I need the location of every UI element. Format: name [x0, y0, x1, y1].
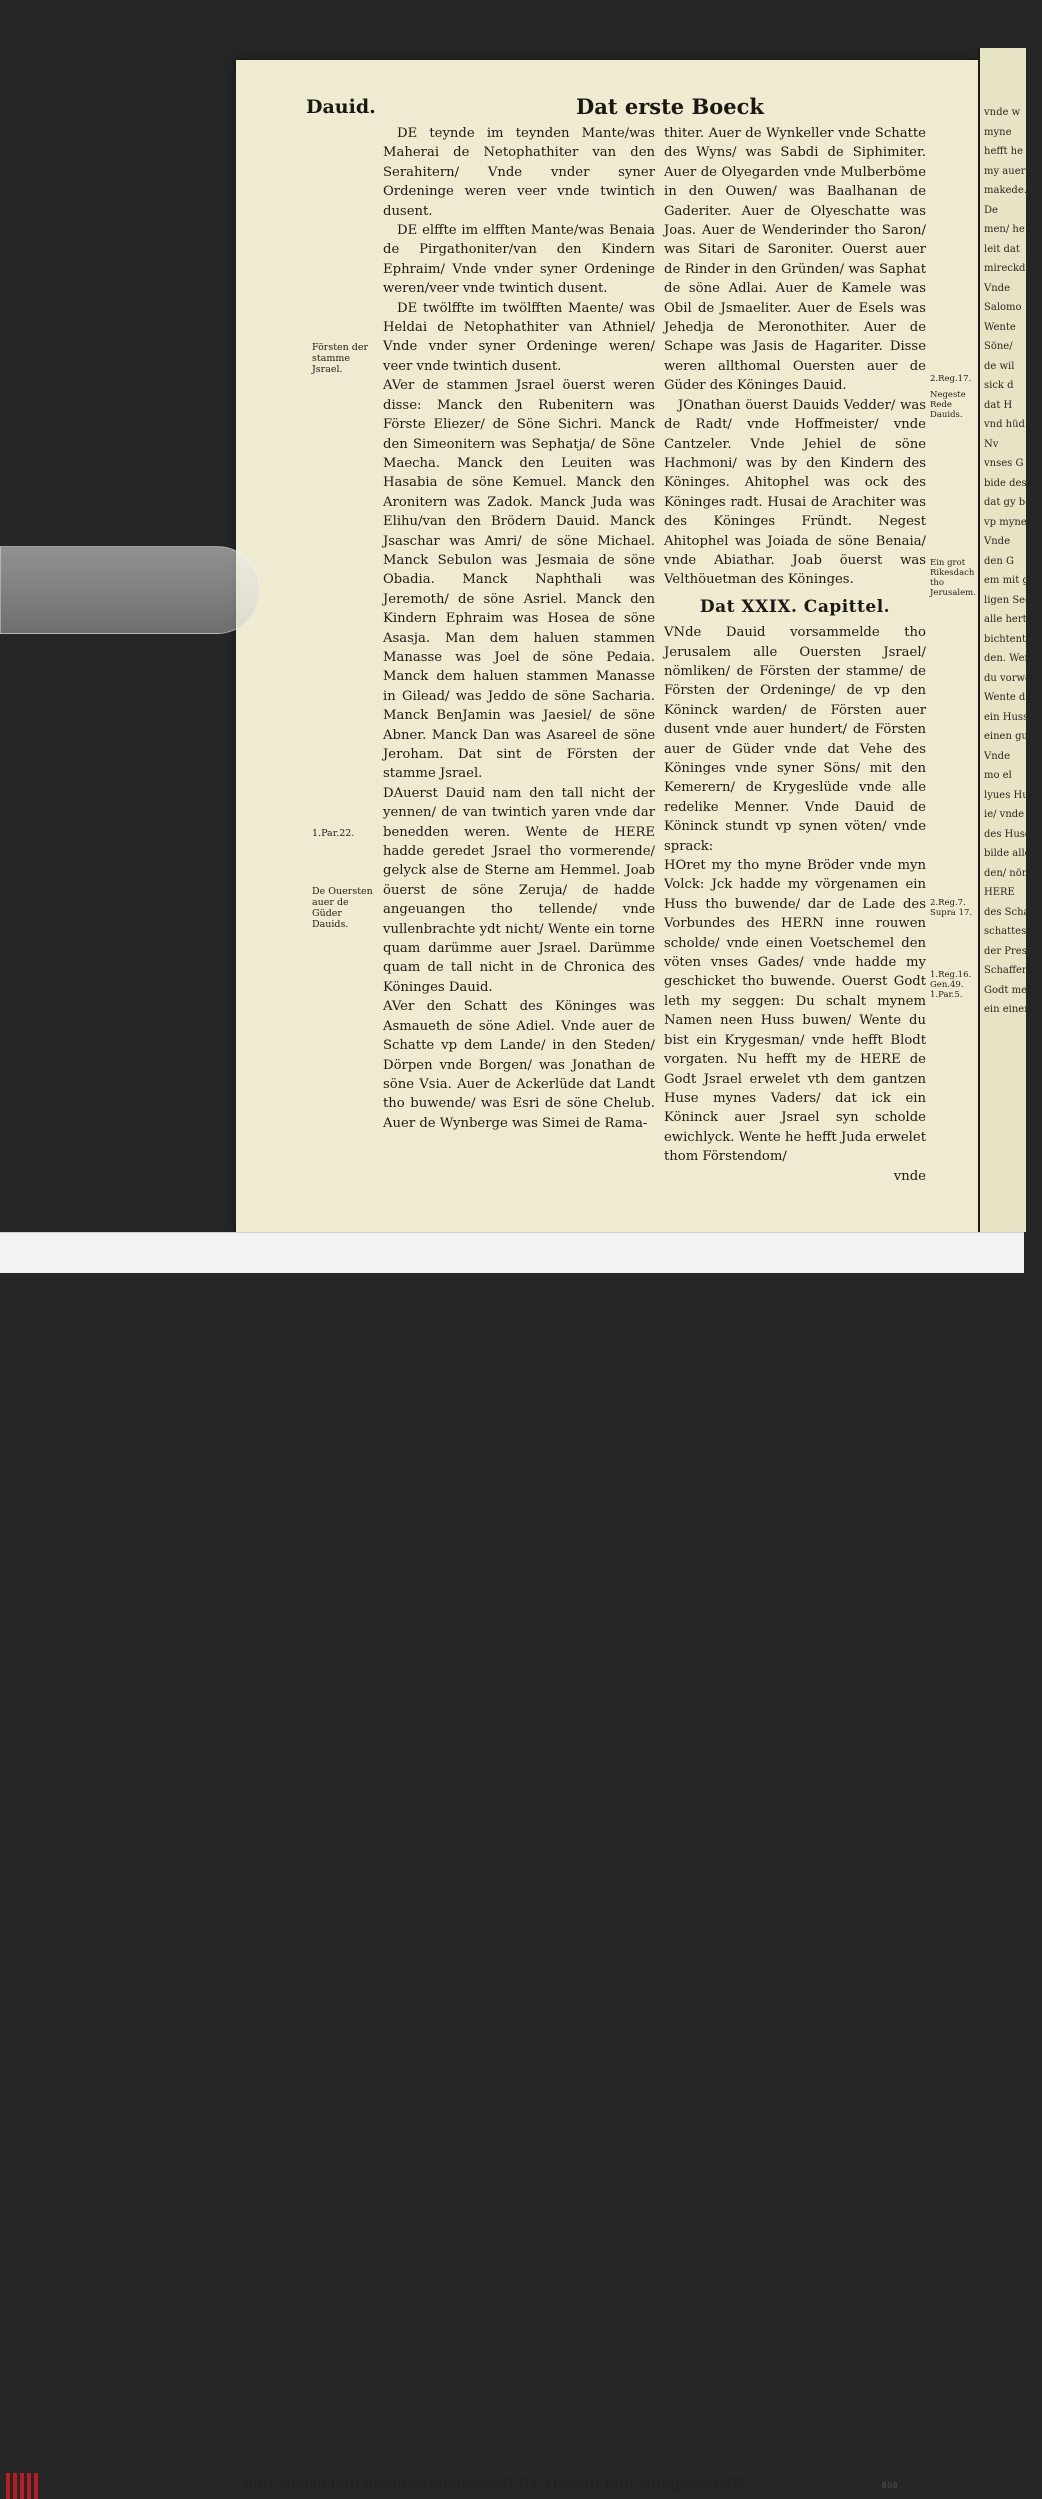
paragraph: HOret my tho myne Bröder vnde myn Volck: Jck hadde my vörgenamen ein Huss tho buwende/ dar de Lade des Vorbundes des HERN inne rouwen scholde/ vnde einen Voetschemel den vöten vnses Gades/ vnde hadde my geschicket tho buwende. Ouerst Godt leth my seggen: Du schalt mynem Namen neen Huss buwen/ Wente du bist ein Krygesman/ vnde hefft Blodt vorgaten. Nu hefft my de HERE de Godt Jsrael erwelet vth dem gantzen Huse mynes Vaders/ dat ick ein Köninck auer Jsrael syn scholde ewichlyck. Wente he hefft Juda erwelet thom Förstendom/ [664, 858, 926, 1165]
next-page-fragment: bichtent. [984, 633, 1030, 645]
next-page-fragment: em mit ga [984, 575, 1035, 586]
next-page-fragment: bilde alle [984, 848, 1031, 859]
margin-note-right: 2.Reg.17. [930, 374, 972, 384]
next-page-fragment: ie/ vnde [984, 809, 1025, 820]
next-page-fragment: de wil [984, 360, 1015, 372]
page-scroll-handle[interactable] [0, 546, 260, 634]
next-page-fragment: vnses G [984, 458, 1024, 469]
paragraph: VNde Dauid vorsammelde tho Jerusalem alle Ouersten Jsrael/ nömliken/ de Försten der stamme/ de Försten der Ordeninge/ de vp den Köninck warden/ de Försten auer dusent vnde auer hundert/ de Försten auer de Güder vnde dat Vehe des Köninges vnde syner Söns/ mit den Kemerern/ de Krygeslüde vnde alle redelike Menner. Vnde Dauid de Köninck stundt vp synen vöten/ vnde sprack: [664, 625, 926, 854]
margin-note-right: 2.Reg.7. Supra 17. [930, 898, 973, 918]
next-page-fragment: ein Huss [984, 711, 1029, 723]
next-page-fragment: ein einen [984, 1004, 1031, 1015]
viewer-footer [0, 1232, 1024, 2493]
running-head-title: Dat erste Boeck [576, 94, 764, 119]
next-page-fragment: dat gy be [984, 497, 1032, 508]
next-page-fragment: Godt me [984, 984, 1028, 996]
next-page-fragment: Salomo [984, 302, 1022, 313]
next-page-fragment: Schaffer de [984, 965, 1042, 976]
next-page-fragment: makede. [984, 185, 1027, 196]
margin-note-left: 1.Par.22. [312, 828, 355, 839]
next-page-fragment: ligen See [984, 594, 1032, 606]
next-page-fragment: lyues Hu [984, 789, 1029, 801]
paragraph: thiter. Auer de Wynkeller vnde Schatte des Wyns/ was Sabdi de Siphimiter. Auer de Olyegarden vnde Mulberböme in den Ouwen/ was Baalhanan de Gaderiter. Auer de Olyeschatte was Joas. Auer de Wenderinder tho Saron/ was Sitari de Saroniter. Ouerst auer de Rinder in den Gründen/ was Saphat de söne Adlai. Auer de Kamele was Obil de Jsmaeliter. Auer de Esels was Jehedja de Meronothiter. Auer de Schape was Jasis de Hagariter. Disse weren allthomal Ouersten auer de Güder des Köninges Dauid. [664, 126, 926, 394]
book-page [236, 60, 978, 1232]
hab-logo-icon[interactable] [6, 2473, 38, 2499]
paragraph: DAuerst Dauid nam den tall nicht der yennen/ de van twintich yaren vnde dar benedden weren. Wente de HERE hadde geredet Jsrael tho vormerende/ gelyck alse de Sterne am Hemmel. Joab öuerst de söne Zeruja/ de hadde angeuangen tho tellende/ vnde vullenbrachte ydt nicht/ Wente ein torne quam darümme auer Jsrael. Darümme quam de tall nicht in de Chronica des Köninges Dauid. [383, 785, 655, 995]
next-page-fragment: HERE [984, 887, 1015, 898]
next-page-fragment: des Schatt [984, 906, 1038, 918]
next-page-fragment: mo el [984, 770, 1012, 781]
running-head-left: Dauid. [306, 96, 376, 118]
paragraph: AVer de stammen Jsrael öuerst weren disse: Manck den Rubenitern was Förste Eliezer/ de Söne Sichri. Manck den Simeonitern was Sephatja/ de Söne Maecha. Manck den Leuiten was Hasabia de söne Kemuel. Manck den Aronitern was Zadok. Manck Juda was Elihu/van den Brödern Dauid. Manck Jsaschar was Amri/ de söne Michael. Manck Sebulon was Jesmaia de söne Obadia. Manck Naphthali was Jeremoth/ de söne Asriel. Manck den Kindern Ephraim was Hosea de söne Asasja. Man dem haluen stammen Manasse was Joel de söne Pedaia. Manck dem haluen stammen Manasse in Gilead/ was Jeddo de söne Sacharia. Manck BenJamin was Jaesiel/ de söne Abner. Manck Dan was Asareel de söne Jeroham. Dat sint de Försten der stamme Jsrael. [383, 378, 655, 782]
next-page-fragment: bide des [984, 477, 1027, 489]
next-page-fragment: leit dat [984, 243, 1020, 255]
next-page-fragment: den G [984, 555, 1014, 567]
margin-note-right: 1.Reg.16. Gen.49. 1.Par.5. [930, 970, 972, 1000]
next-page-fragment: vp myne [984, 516, 1027, 528]
page-url[interactable]: http://diglib.hab.de/drucke/bibel-s-4f-84-1b/start.htm?image=00502 [244, 2474, 747, 2493]
margin-note-left: Försten der stamme Jsrael. [312, 342, 369, 375]
next-page-fragment: des Huses [984, 828, 1036, 840]
next-page-fragment: Wente de [984, 692, 1032, 703]
next-page-fragment: vnd hüd [984, 419, 1025, 430]
next-page-fragment: den/ nömli [984, 867, 1038, 879]
page-id: 808 [882, 2481, 899, 2490]
next-page-fragment: den. Wer [984, 653, 1030, 664]
next-page-fragment: sick d [984, 380, 1014, 391]
next-page-fragment: Vnde [984, 282, 1010, 294]
next-page-fragment: alle herte [984, 614, 1033, 625]
next-page-fragment: schattes [984, 926, 1027, 937]
next-page-fragment: einen gude [984, 731, 1041, 742]
next-page-edge [978, 48, 1042, 1232]
next-page-fragment: my auer [984, 165, 1026, 177]
next-page-fragment: men/ he [984, 224, 1025, 235]
text-column-right [664, 124, 926, 1186]
paragraph: AVer den Schatt des Köninges was Asmaueth de söne Adiel. Vnde auer de Schatte vp dem Lande/ in den Steden/ Dörpen vnde Borgen/ was Jonathan de söne Vsia. Auer de Ackerlüde dat Landt tho buwende/ was Esri de söne Chelub. Auer de Wynberge was Simei de Rama- [383, 999, 655, 1131]
margin-note-right: Negeste Rede Dauids. [930, 390, 966, 420]
next-page-fragment: Vnde [984, 536, 1010, 547]
next-page-fragment: myne [984, 126, 1012, 138]
next-page-fragment: Nv [984, 438, 999, 450]
paragraph: DE twölffte im twölfften Maente/ was Heldai de Netophathiter van Athniel/ Vnde vnder syner Ordeninge weren/ veer vnde twintich dusent. [383, 300, 655, 374]
catchword: vnde [893, 1168, 926, 1184]
next-page-fragment: du vorwer [984, 672, 1036, 684]
paragraph: DE teynde im teynden Mante/was Maherai de Netophathiter van den Serahitern/ Vnde vnder syner Ordeninge weren veer vnde twintich dusent. [383, 126, 655, 219]
next-page-fragment: vnde w [984, 107, 1021, 118]
next-page-fragment: De [984, 204, 998, 216]
paragraph: DE elffte im elfften Mante/was Benaia de Pirgathoniter/van den Kindern Ephraim/ Vnde vnder syner Ordeninge weren/veer vnde twintich dusent. [383, 223, 655, 297]
text-column-left [383, 124, 655, 1133]
margin-note-right: Ein grot Rikesdach tho Jerusalem. [930, 558, 976, 598]
next-page-fragment: Söne/ [984, 341, 1013, 352]
next-page-fragment: hefft he [984, 146, 1024, 157]
next-page-fragment: Wente [984, 321, 1016, 333]
next-page-fragment: mireckde [984, 263, 1032, 274]
chapter-title: Dat XXIX. Capittel. [699, 596, 891, 617]
margin-note-left: De Ouersten auer de Güder Dauids. [312, 886, 373, 930]
paragraph: JOnathan öuerst Dauids Vedder/ was de Radt/ vnde Hoffmeister/ vnde Cantzeler. Vnde Jehiel de söne Hachmoni/ was by den Kindern des Köninges. Ahitophel was ock des Köninges radt. Husai de Arachiter was des Köninges Fründt. Negest Ahitophel was Joiada de söne Benaia/ vnde Abiathar. Joab öuerst was Velthöuetman des Köninges. [664, 397, 926, 588]
next-page-fragment: der Pres [984, 945, 1027, 957]
image-viewer [0, 0, 1042, 1232]
next-page-fragment: dat H [984, 399, 1013, 411]
next-page-fragment: Vnde [984, 750, 1010, 762]
